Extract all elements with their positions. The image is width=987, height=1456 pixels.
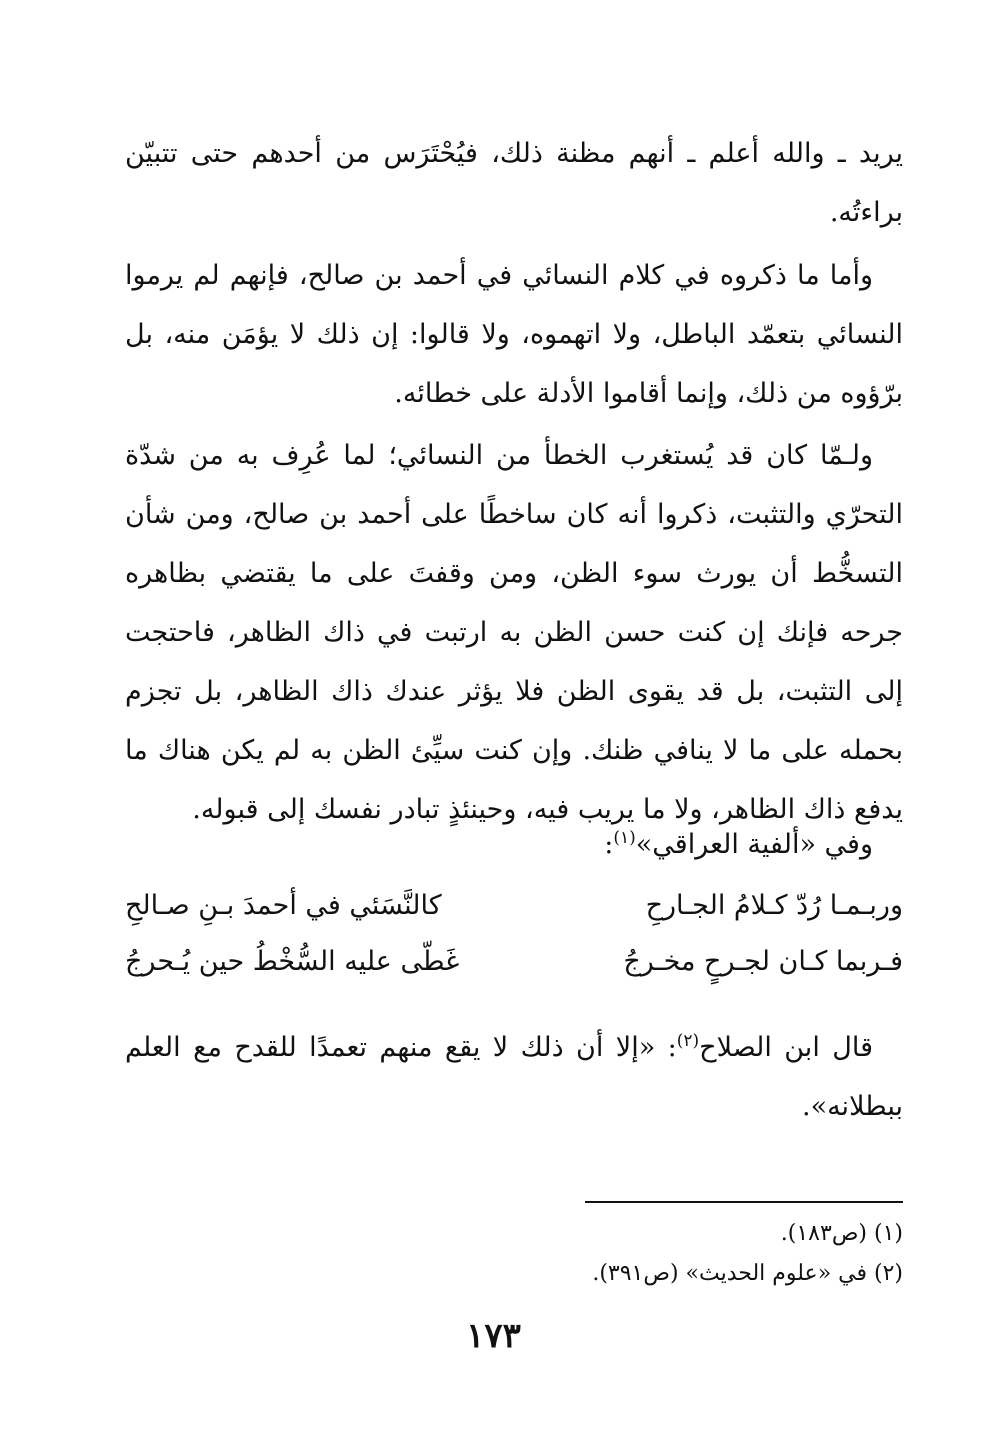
paragraph-2-text: وأما ما ذكروه في كلام النسائي في أحمد بن صالح، فإنهم لم يرموا النسائي بتعمّد الباطل، ولا اتهموه، ولا قالوا: إن ذلك لا يؤمَن منه، بل برّؤوه من ذلك، وإنما أقاموا الأدلة على خطائه. — [125, 260, 903, 409]
verse-2-first-hemistich: فـربما كـان لجـرحٍ مخـرجُ — [623, 946, 903, 977]
paragraph-1-text: يريد ـ والله أعلم ـ أنهم مظنة ذلك، فيُحْتَرَس من أحدهم حتى تتبيّن براءتُه. — [125, 138, 903, 228]
footnote-divider — [585, 1201, 903, 1203]
paragraph-5-text — [125, 1018, 903, 1136]
verse-1-first-hemistich: وربـمـا رُدّ كـلامُ الجـارحِ — [645, 890, 903, 921]
paragraph-5-text-a: قال ابن الصلاح — [699, 1032, 873, 1063]
verse-1 — [125, 878, 903, 934]
poem-intro — [125, 815, 903, 874]
footnote-ref-1: (١) — [613, 828, 636, 848]
footnote-1: (١) (ص١٨٣). — [780, 1221, 903, 1246]
paragraph-3-text: ولـمّا كان قد يُستغرب الخطأ من النسائي؛ لما عُرِف به من شدّة التحرّي والتثبت، ذكروا أنه كان ساخطًا على أحمد بن صالح، ومن شأن التسخُّط أن يورث سوء الظن، ومن وقفتَ على ما يقتضي بظاهره جرحه فإنك إن كنت حسن الظن به ارتبت في ذاك الظاهر، فاحتجت إلى التثبت، بل قد يقوى الظن فلا يؤثر عندك ذاك الظاهر، بل تجزم بحمله على ما لا ينافي ظنك. وإن كنت سيِّئ الظن به لم يكن هناك ما يدفع ذاك الظاهر، ولا ما يريب فيه، وحينئذٍ تبادر نفسك إلى قبوله. — [125, 440, 903, 825]
paragraph-3 — [125, 426, 903, 839]
footnotes — [125, 1214, 903, 1294]
paragraph-2 — [125, 246, 903, 423]
paragraph-5-text-b: : «إلا أن ذلك لا يقع منهم تعمدًا للقدح مع العلم ببطلانه». — [125, 1032, 903, 1122]
verse-2 — [125, 934, 903, 990]
paragraph-5 — [125, 1018, 903, 1136]
poem-intro-colon: : — [604, 829, 614, 860]
poem-intro-line — [125, 815, 903, 874]
footnote-2: (٢) في «علوم الحديث» (ص٣٩١). — [592, 1261, 903, 1286]
footnote-ref-2: (٢) — [676, 1031, 700, 1051]
paragraph-1 — [125, 124, 903, 242]
page-number: ١٧٣ — [466, 1316, 521, 1356]
verse-1-second-hemistich: كالنَّسَئي في أحمدَ بـنِ صـالحِ — [125, 890, 442, 921]
poem-verses — [125, 878, 903, 990]
verse-2-second-hemistich: غَطّى عليه السُّخْطُ حين يُـحرجُ — [125, 946, 460, 977]
poem-intro-text: وفي «ألفية العراقي» — [635, 829, 873, 860]
